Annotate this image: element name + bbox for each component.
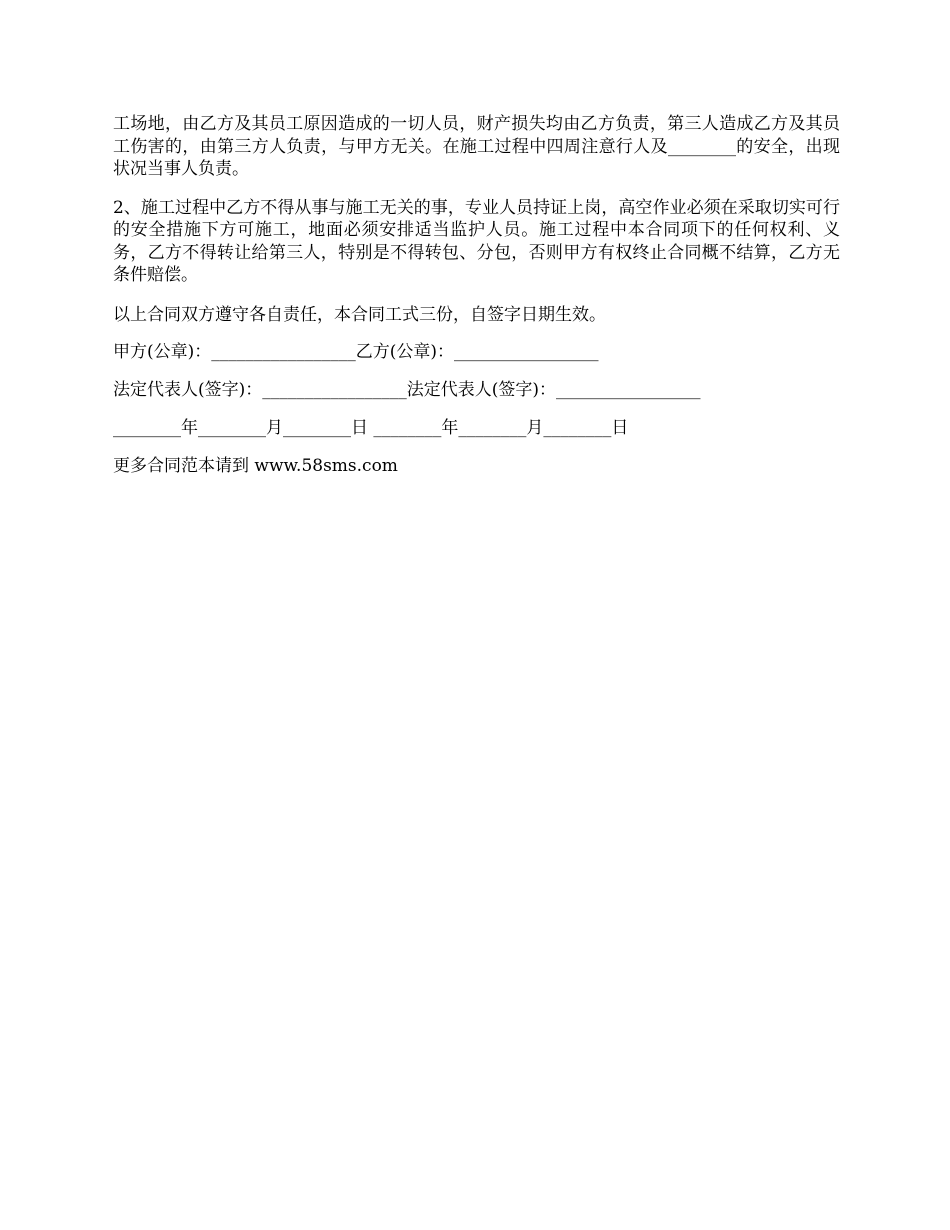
paragraph-construction-rules: 2、施工过程中乙方不得从事与施工无关的事，专业人员持证上岗，高空作业必须在采取切实可行的安全措施下方可施工，地面必须安排适当监护人员。施工过程中本合同项下的任何权利、义务，乙方不得转让给第三人，特别是不得转包、分包，否则甲方有权终止合同概不结算，乙方无条件赔偿。	[113, 197, 840, 285]
paragraph-contract-effect: 以上合同双方遵守各自责任，本合同工式三份，自签字日期生效。	[113, 304, 606, 325]
paragraph-site-liability: 工场地，由乙方及其员工原因造成的一切人员，财产损失均由乙方负责，第三人造成乙方及其员工伤害的，由第三方人负责，与甲方无关。在施工过程中四周注意行人及________的安全，出现状况当事人负责。	[113, 114, 840, 179]
seal-signature-line: 甲方(公章)：_________________乙方(公章)：_________________	[113, 342, 599, 362]
representative-signature-line: 法定代表人(签字)：_________________法定代表人(签字)：_________________	[113, 380, 701, 400]
date-line: ________年________月________日 ________年________月________日	[113, 418, 629, 438]
footer-text: 更多合同范本请到 www.58sms.com	[113, 456, 398, 476]
document-page	[113, 113, 840, 477]
